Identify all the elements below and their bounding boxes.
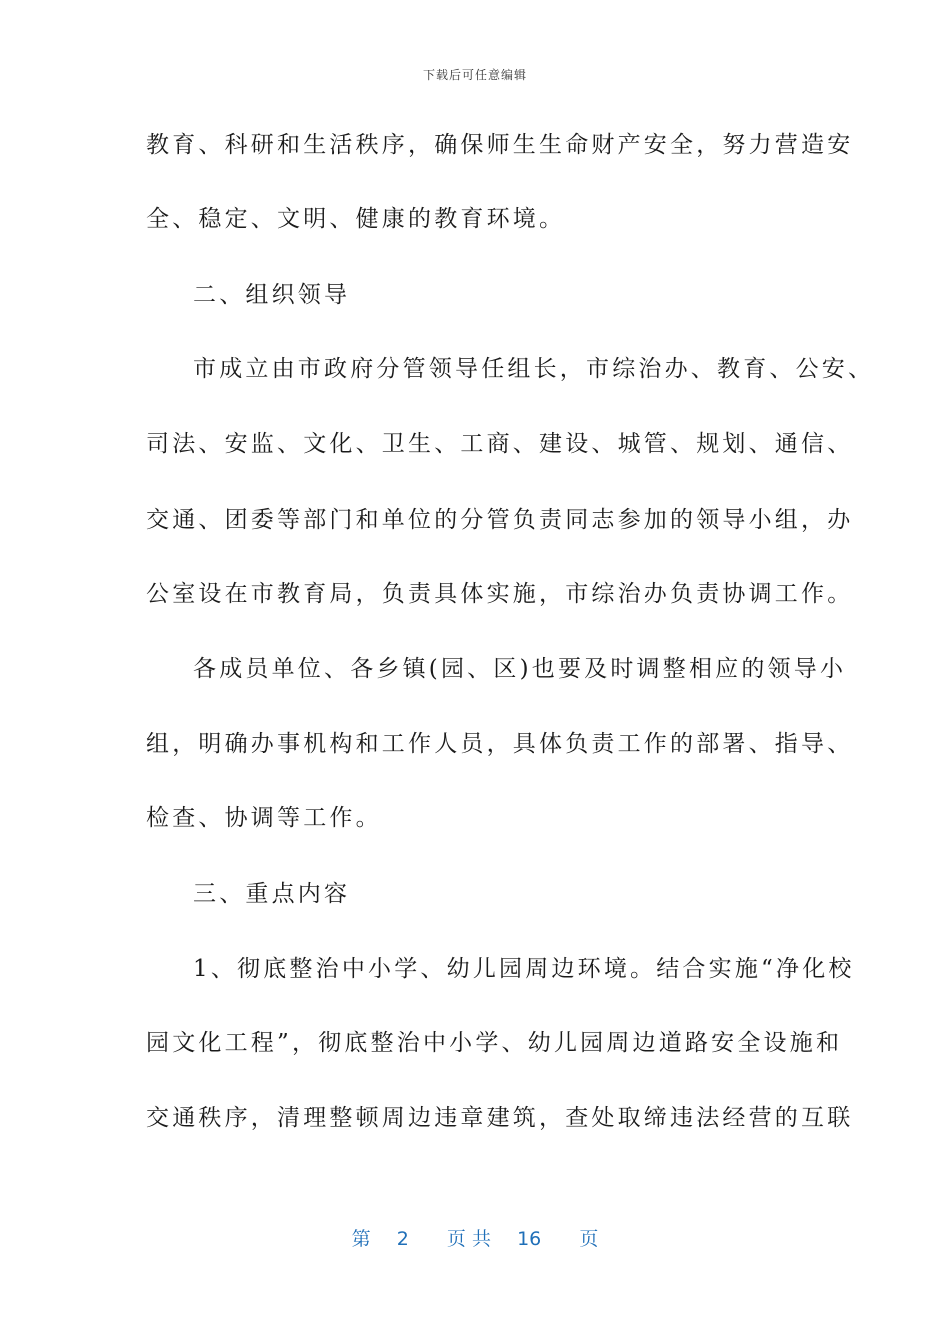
page-footer: [0, 1224, 950, 1251]
page-header: 下载后可任意编辑: [422, 68, 527, 82]
body-line: 全、稳定、文明、健康的教育环境。: [146, 206, 566, 232]
body-line: 1、彻底整治中小学、幼儿园周边环境。结合实施“净化校: [193, 956, 855, 982]
body-line: 教育、科研和生活秩序，确保师生生命财产安全，努力营造安: [146, 132, 854, 158]
body-line: 园文化工程”，彻底整治中小学、幼儿园周边道路安全设施和: [146, 1030, 843, 1056]
current-page-number: 2: [396, 1228, 409, 1250]
section-heading: 二、组织领导: [193, 282, 351, 308]
body-line: 交通、团委等部门和单位的分管负责同志参加的领导小组，办: [146, 507, 854, 533]
total-pages-number: 16: [517, 1228, 542, 1250]
body-line: 交通秩序，清理整顿周边违章建筑，查处取缔违法经营的互联: [146, 1105, 854, 1131]
body-line: 组，明确办事机构和工作人员，具体负责工作的部署、指导、: [146, 731, 854, 757]
footer-prefix: 第: [351, 1228, 371, 1250]
body-line: 公室设在市教育局，负责具体实施，市综治办负责协调工作。: [146, 581, 854, 607]
body-line: 各成员单位、各乡镇(园、区)也要及时调整相应的领导小: [193, 656, 847, 682]
section-heading: 三、重点内容: [193, 881, 351, 907]
footer-middle: 页 共: [446, 1228, 491, 1250]
body-line: 市成立由市政府分管领导任组长，市综治办、教育、公安、: [193, 356, 875, 382]
footer-suffix: 页: [579, 1228, 599, 1250]
body-line: 司法、安监、文化、卫生、工商、建设、城管、规划、通信、: [146, 431, 854, 457]
body-line: 检查、协调等工作。: [146, 805, 382, 831]
